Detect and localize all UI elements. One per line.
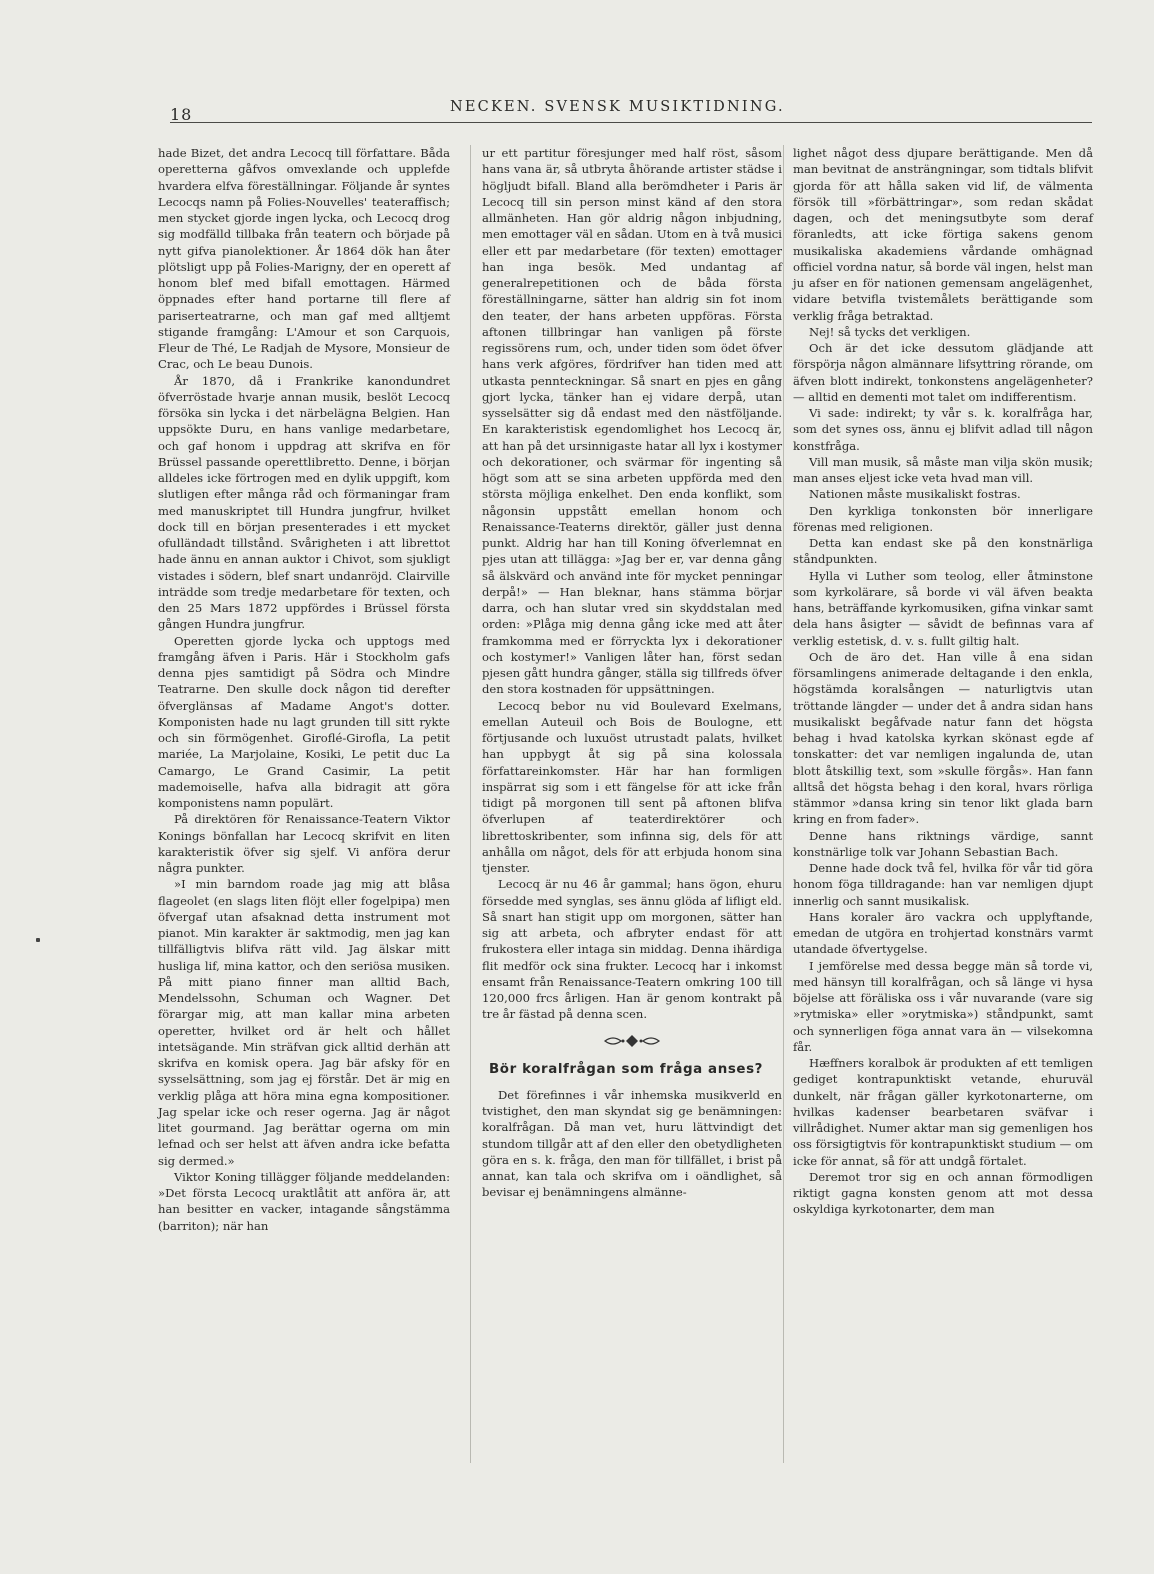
header-rule [170, 122, 1092, 123]
paragraph: Operetten gjorde lycka och upptogs med framgång äfven i Paris. Här i Stockholm gafs denna pjes samtidigt på Södra och Mindre Teatrarne. Den skulle dock någon tid derefter öfverglänsas af Madame Angot's dotter. Komponisten hade nu lagt grunden till sitt rykte och sin förmögenhet. Giroflé-Girofla, La petit mariée, La Marjolaine, Kosiki, Le petit duc La Camargo, Le Grand Casimir, La petit mademoiselle, hafva alla bidragit att göra komponistens namn populärt. [158, 633, 450, 810]
paragraph: I jemförelse med dessa begge män så torde vi, med hänsyn till koralfrågan, och så länge vi hysa böjelse att föräliska oss i vår nuvarande (vare sig »rytmiska» eller »orytmiska») ståndpunkt, samt och synnerligen föga annat vara än — vilsekomna får. [793, 958, 1093, 1054]
paragraph: Denne hade dock två fel, hvilka för vår tid göra honom föga tilldragande: han var nemligen djupt innerlig och sannt musikalisk. [793, 861, 1093, 908]
paragraph: Lecocq är nu 46 år gammal; hans ögon, ehuru försedde med synglas, ses ännu glöda af lifligt eld. Så snart han stigit upp om morgonen, sätter han sig att arbeta, och afbryter endast för att frukostera eller intaga sin middag. Denna ihärdiga flit medför ock sina frukter. Lecocq har i inkomst ensamt från Renaissance-Teatern omkring 100 till 120,000 frcs årligen. Han är genom kontrakt på tre år fästad på denna scen. [482, 877, 782, 1022]
paragraph: Lecocq bebor nu vid Boulevard Exelmans, emellan Auteuil och Bois de Boulogne, ett förtjusande och luxuöst utrustadt palats, hvilket han uppbygt åt sig på sina kolossala författareinkomster. Här har han formligen inspärrat sig som i ett fängelse för att icke från tidigt på morgonen till sent på aftonen blifva öfverlupen af teaterdirektörer och librettoskribenter, som infinna sig, dels för att anhålla om något, dels för att erbjuda honom sina tjenster. [482, 698, 782, 875]
paragraph: lighet något dess djupare berättigande. Men då man bevitnat de ansträngningar, som tidtals blifvit gjorda för att hålla saken vid lif, de välmenta försök till »förbättringar», som redan skådat dagen, och det meningsutbyte som deraf föranledts, att icke förtiga sakens genom musikaliska akademiens vårdande omhägnad officiel vordna natur, så borde väl ingen, helst man ju afser en för nationen gemensam angelägenhet, vidare betvifla tvistemålets berättigande som verklig fråga betraktad. [793, 146, 1093, 323]
column-2 [482, 145, 782, 1201]
page-number: 18 [170, 105, 193, 124]
section-ornament [482, 1034, 782, 1050]
column-divider [470, 145, 471, 1463]
section-heading: Bör koralfrågan som fråga anses? [489, 1061, 764, 1077]
paragraph: År 1870, då i Frankrike kanondundret öfverröstade hvarje annan musik, beslöt Lecocq försöka sin lycka i det närbelägna Belgien. Han uppsökte Duru, en hans vanlige medarbetare, och gaf honom i uppdrag att skrifva en för Brüssel passande operettlibretto. Denne, i början alldeles icke förtrogen med en dylik uppgift, kom slutligen efter många råd och förmaningar fram med manuskriptet till Hundra jungfrur, hvilket dock till en början presenterades i ett mycket ofulländadt tillstånd. Svårigheten i att librettot hade ännu en annan auktor i Chivot, som sjukligt vistades i södern, blef snart undanröjd. Clairville inträdde som tredje medarbetare för texten, och den 25 Mars 1872 uppfördes i Brüssel första gången Hundra jungfrur. [158, 373, 450, 632]
paragraph: På direktören för Renaissance-Teatern Viktor Konings bönfallan har Lecocq skrifvit en liten karakteristik öfver sig sjelf. Vi anföra derur några punkter. [158, 812, 450, 875]
page-header [170, 97, 1092, 127]
paragraph: Nej! så tycks det verkligen. [809, 324, 971, 339]
paragraph: Och de äro det. Han ville å ena sidan församlingens animerade deltagande i den enkla, högstämda koralsången — naturligtvis utan tröttande längder — under det å andra sidan hans musikaliskt begåfvade natur fann det högsta behag i hvad katolska kyrkan skönast egde af tonskatter: det var nemligen ingalunda de, utan blott åtskillig text, som »skulle förgås». Han fann alltså det högsta behag i den koral, hvars rörliga stämmor »dansa kring sin tenor likt glada barn kring en from fader». [793, 649, 1093, 827]
paragraph: Detta kan endast ske på den konstnärliga ståndpunkten. [793, 536, 1093, 567]
column-3 [793, 145, 1093, 1218]
paragraph: ur ett partitur föresjunger med half röst, såsom hans vana är, så utbryta åhörande artister städse i högljudt bifall. Bland alla berömdheter i Paris är Lecocq till sin person minst känd af den stora allmänheten. Han gör aldrig någon inbjudning, men emottager väl en sådan. Utom en à två musici eller ett par medarbetare (för texten) emottager han inga besök. Med undantag af generalrepetitionen och de båda första föreställningarne, sätter han aldrig sin fot inom den teater, der hans arbeten uppföras. Första aftonen tillbringar han vanligen på förste regissörens rum, och, under tiden som ödet öfver hans verk afgöres, fördrifver han tiden med att utkasta pennteckningar. Så snart en pjes en gång gjort lycka, tänker han ej vidare derpå, utan sysselsätter sig då endast med den nästföljande. En karakteristisk egendomlighet hos Lecocq är, att han på det ursinnigaste hatar all lyx i kostymer och dekorationer, och svärmar för ingenting så högt som att se sina arbeten uppförda med den största möjliga enkelhet. Den enda konflikt, som någonsin uppstått emellan honom och Renaissance-Teaterns direktör, gäller just denna punkt. Aldrig har han till Koning öfverlemnat en pjes utan att tillägga: »Jag ber er, var denna gång så älskvärd och använd inte för mycket penningar derpå!» — Han bleknar, hans stämma börjar darra, och han slutar vred sin skyddstalan med orden: »Plåga mig denna gång icke med att åter framkomma med er förryckta lyx i dekorationer och kostymer!» Vanligen låter han, först sedan pjesen gått hundra gånger, ställa sig tillfreds öfver den stora kostnaden för uppsättningen. [482, 146, 782, 697]
paragraph: Deremot tror sig en och annan förmodligen riktigt gagna konsten genom att mot dessa oskyldiga kyrkotonarter, dem man [793, 1169, 1093, 1217]
paragraph: Den kyrkliga tonkonsten bör innerligare förenas med religionen. [793, 503, 1093, 534]
paragraph: Denne hans riktnings värdige, sannt konstnärlige tolk var Johann Sebastian Bach. [793, 828, 1093, 859]
column-1 [158, 145, 450, 1234]
paragraph: Hæffners koralbok är produkten af ett temligen gediget kontrapunktiskt vetande, ehuruväl dunkelt, när frågan gäller kyrkotonarterne, om hvilkas kadenser bearbetaren sväfvar i villrådighet. Numer aktar man sig gemenligen hos oss försigtigtvis för kontrapunktiskt studium — om icke för annat, så för att undgå förtalet. [793, 1056, 1093, 1168]
running-title: NECKEN. SVENSK MUSIKTIDNING. [450, 99, 785, 115]
paragraph: hade Bizet, det andra Lecocq till författare. Båda operetterna gåfvos omvexlande och upplefde hvardera elfva föreställningar. Följande år syntes Lecocqs namn på Folies-Nouvelles' teateraffisch; men stycket gjorde ingen lycka, och Lecocq drog sig modfälld tillbaka från teatern och började på nytt gifva pianolektioner. År 1864 dök han åter plötsligt upp på Folies-Marigny, der en operett af honom blef med bifall emottagen. Härmed öppnades efter hand portarne till flere af pariserteatrarne, och man gaf med alltjemt stigande framgång: L'Amour et son Carquois, Fleur de Thé, Le Radjah de Mysore, Monsieur de Crac, och Le beau Dunois. [158, 146, 450, 372]
paragraph: Viktor Koning tillägger följande meddelanden: »Det första Lecocq uraktlåtit att anföra är, att han besitter en vacker, intagande sångstämma (barriton); när han [158, 1169, 450, 1233]
column-divider [783, 145, 784, 1463]
paragraph: Och är det icke dessutom glädjande att förspörja någon almännare lifsyttring rörande, om äfven blott indirekt, tonkonstens angelägenheter? — alltid en dementi mot talet om indifferentism. [793, 341, 1093, 404]
print-mark [36, 938, 40, 942]
paragraph: Nationen måste musikaliskt fostras. [809, 487, 1021, 502]
paragraph: Vill man musik, så måste man vilja skön musik; man anses eljest icke veta hvad man vill. [793, 454, 1093, 485]
paragraph: Hans koraler äro vackra och upplyftande, emedan de utgöra en trohjertad konstnärs varmt utandade öfvertygelse. [793, 909, 1093, 957]
paragraph: Hylla vi Luther som teolog, eller åtminstone som kyrkolärare, så borde vi väl äfven beakta hans, beträffande kyrkomusiken, gifna vinkar samt dela hans åsigter — såvidt de befinnas vara af verklig estetisk, d. v. s. fullt giltig halt. [793, 568, 1093, 648]
paragraph: Det förefinnes i vår inhemska musikverld en tvistighet, den man skyndat sig ge benämningen: koralfrågan. Då man vet, huru lättvindigt det stundom tillgår att af den eller den obetydligheten göra en s. k. fråga, den man för tillfället, i brist på annat, kan tala och skrifva om i oändlighet, så bevisar ej benämningens almänne- [482, 1087, 782, 1200]
ornament-icon [603, 1034, 661, 1048]
paragraph: Vi sade: indirekt; ty vår s. k. koralfråga har, som det synes oss, ännu ej blifvit adlad till någon konstfråga. [793, 406, 1093, 453]
paragraph: »I min barndom roade jag mig att blåsa flageolet (en slags liten flöjt eller fogelpipa) men öfvergaf utan afsaknad detta instrument mot pianot. Min karakter är saktmodig, men jag kan tillfälligtvis blifva rätt vild. Jag älskar mitt husliga lif, mina kattor, och den seriösa musiken. På mitt piano finner man alltid Bach, Mendelssohn, Schuman och Wagner. Det förargar mig, att man kallar mina arbeten operetter, hvilket ord är helt och hållet intetsägande. Min sträfvan gick alltid derhän att skrifva en komisk opera. Jag bär afsky för en sysselsättning, som jag ej förstår. Det är mig en verklig plåga att höra mina egna kompositioner. Jag spelar icke och reser ogerna. Jag är något litet gourmand. Jag berättar ogerna om min lefnad och ser helst att äfven andra icke befatta sig dermed.» [158, 877, 450, 1168]
